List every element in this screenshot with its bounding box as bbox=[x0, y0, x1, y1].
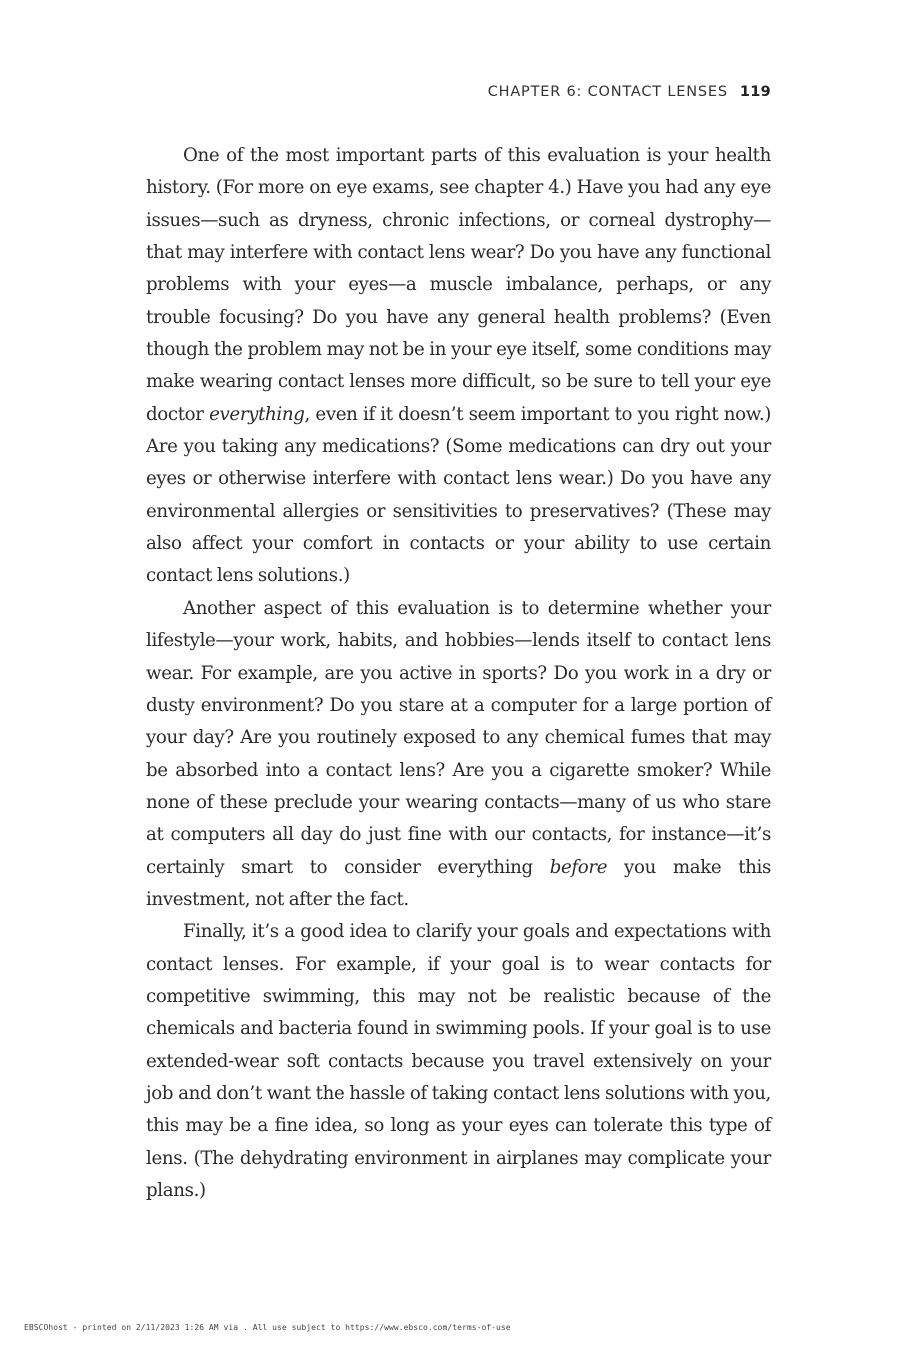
paragraph-text: Finally, it’s a good idea to clarify your goals and expectations with contact lenses. For example, if your goal is to wear contacts for competitive swimming, this may not be realistic because of the chemicals and bacteria found in swimming pools. If your goal is to use extended-wear soft contacts because you travel extensively on your job and don’t want the hassle of taking contact lens solutions with you, this may be a fine idea, so long as your eyes can tolerate this type of lens. (The dehydrating environment in airplanes may complicate your plans.) bbox=[146, 921, 771, 1201]
emphasis-text: everything bbox=[209, 403, 305, 425]
paragraph-goals bbox=[146, 916, 771, 1207]
paragraph-lifestyle bbox=[146, 593, 771, 916]
body-text bbox=[146, 140, 771, 1207]
paragraph-text: , even if it doesn’t seem important to you right now.) Are you taking any medications? (Some medications can dry out your eyes or otherwise interfere with contact lens wear.) Do you have any environmental allergies or sensitivities to preservatives? (These may also affect your comfort in contacts or your ability to use certain contact lens solutions.) bbox=[146, 403, 771, 587]
paragraph-text: One of the most important parts of this evaluation is your health history. (For more on eye exams, see chapter 4.) Have you had any eye issues—such as dryness, chronic infections, or corneal dystrophy—that may interfere with contact lens wear? Do you have any functional problems with your eyes—a muscle imbalance, perhaps, or any trouble focusing? Do you have any general health problems? (Even though the problem may not be in your eye itself, some conditions may make wearing contact lenses more difficult, so be sure to tell your eye doctor bbox=[146, 145, 771, 425]
paragraph-text: you make this investment, not after the fact. bbox=[146, 856, 771, 910]
paragraph-health-history bbox=[146, 140, 771, 593]
chapter-title: CHAPTER 6: CONTACT LENSES bbox=[487, 84, 728, 100]
running-head bbox=[488, 84, 771, 100]
paragraph-text: Another aspect of this evaluation is to determine whether your lifestyle—your work, habits, and hobbies—lends itself to contact lens wear. For example, are you active in sports? Do you work in a dry or dusty environment? Do you stare at a computer for a large portion of your day? Are you routinely exposed to any chemical fumes that may be absorbed into a contact lens? Are you a cigarette smoker? While none of these preclude your wearing contacts—many of us who stare at computers all day do just fine with our contacts, for instance—it’s certainly smart to consider everything bbox=[146, 597, 771, 878]
emphasis-text: before bbox=[549, 856, 608, 878]
print-footer: EBSCOhost - printed on 2/11/2023 1:26 AM via . All use subject to https://www.ebsco.com/terms-of-use bbox=[24, 1323, 511, 1332]
page-number: 119 bbox=[739, 84, 771, 100]
